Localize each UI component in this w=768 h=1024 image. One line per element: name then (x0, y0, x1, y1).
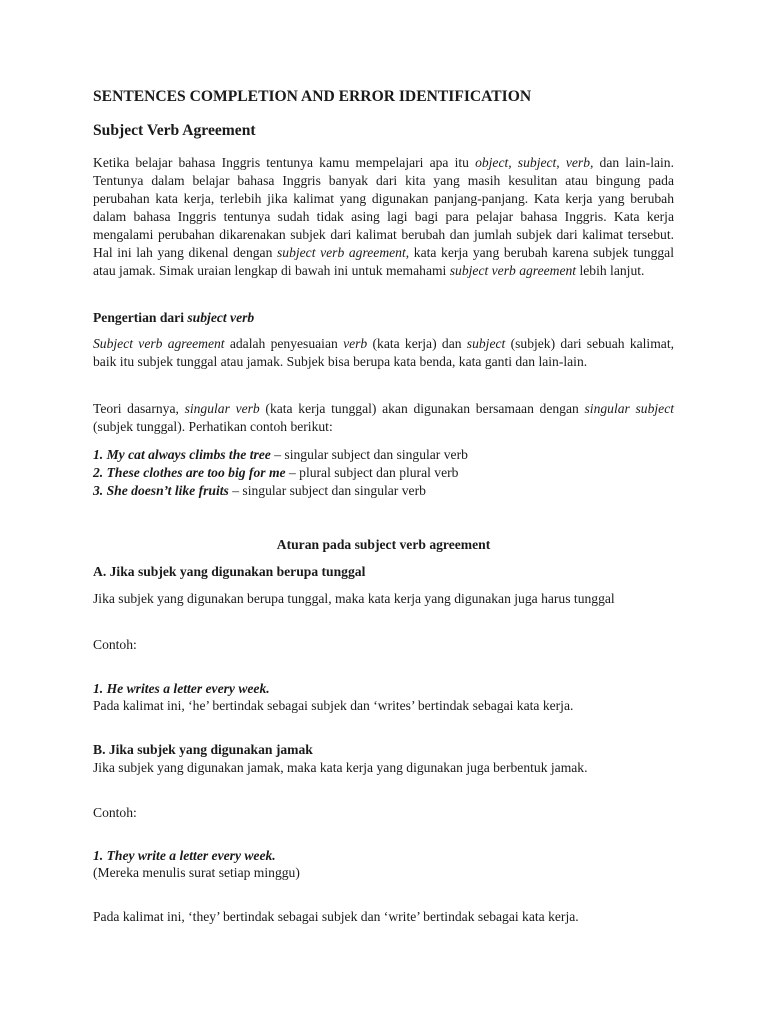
section-a-text: Jika subjek yang digunakan berupa tunggal, maka kata kerja yang digunakan juga harus tunggal (93, 591, 615, 606)
intro-paragraph: Ketika belajar bahasa Inggris tentunya kamu mempelajari apa itu object, subject, verb, dan lain-lain. Tentunya dalam belajar bahasa Inggris banyak dari kita yang masih kesulitan atau bingung pada perubahan kata kerja, terlebih jika kalimat yang digunakan panjang-panjang. Kata kerja yang berubah dalam bahasa Inggris tentunya sudah tidak asing lagi bagi para pelajar bahasa Inggris. Kata kerja mengalami perubahan dikarenakan subjek dari kalimat berubah dan jumlah subjek dari kalimat tersebut. Hal ini lah yang dikenal dengan subject verb agreement, kata kerja yang berubah karena subjek tunggal atau jamak. Simak uraian lengkap di bawah ini untuk memahami subject verb agreement lebih lanjut. (93, 155, 674, 278)
example-list (93, 446, 674, 500)
rules-heading: Aturan pada subject verb agreement (276, 537, 491, 552)
theory-paragraph: Teori dasarnya, singular verb (kata kerja tunggal) akan digunakan bersamaan dengan singular subject (subjek tunggal). Perhatikan contoh berikut: (93, 401, 675, 434)
example-item: 3. She doesn’t like fruits – singular subject dan singular verb (93, 483, 426, 498)
document-title: SENTENCES COMPLETION AND ERROR IDENTIFICATION (93, 88, 532, 105)
section-a-contoh-label: Contoh: (93, 637, 137, 652)
definition-heading: Pengertian dari subject verb (93, 310, 255, 325)
example-item: 1. My cat always climbs the tree – singular subject dan singular verb (93, 447, 468, 462)
section-a-explanation: Pada kalimat ini, ‘he’ bertindak sebagai subjek dan ‘writes’ bertindak sebagai kata kerja. (93, 698, 574, 713)
section-b-explanation: Pada kalimat ini, ‘they’ bertindak sebagai subjek dan ‘write’ bertindak sebagai kata kerja. (93, 909, 579, 924)
section-title: Subject Verb Agreement (93, 122, 256, 139)
section-b-contoh-label: Contoh: (93, 805, 137, 820)
section-b-heading: B. Jika subjek yang digunakan jamak (93, 742, 313, 757)
example-item: 2. These clothes are too big for me – plural subject dan plural verb (93, 465, 459, 480)
section-a-heading: A. Jika subjek yang digunakan berupa tunggal (93, 564, 366, 579)
section-b-translation: (Mereka menulis surat setiap minggu) (93, 865, 300, 880)
section-a-example: 1. He writes a letter every week. (93, 681, 270, 696)
section-b-text: Jika subjek yang digunakan jamak, maka kata kerja yang digunakan juga berbentuk jamak. (93, 760, 588, 775)
section-b-example: 1. They write a letter every week. (93, 848, 276, 863)
definition-paragraph: Subject verb agreement adalah penyesuaian verb (kata kerja) dan subject (subjek) dari sebuah kalimat, baik itu subjek tunggal atau jamak. Subjek bisa berupa kata benda, kata ganti dan lain-lain. (93, 336, 674, 369)
